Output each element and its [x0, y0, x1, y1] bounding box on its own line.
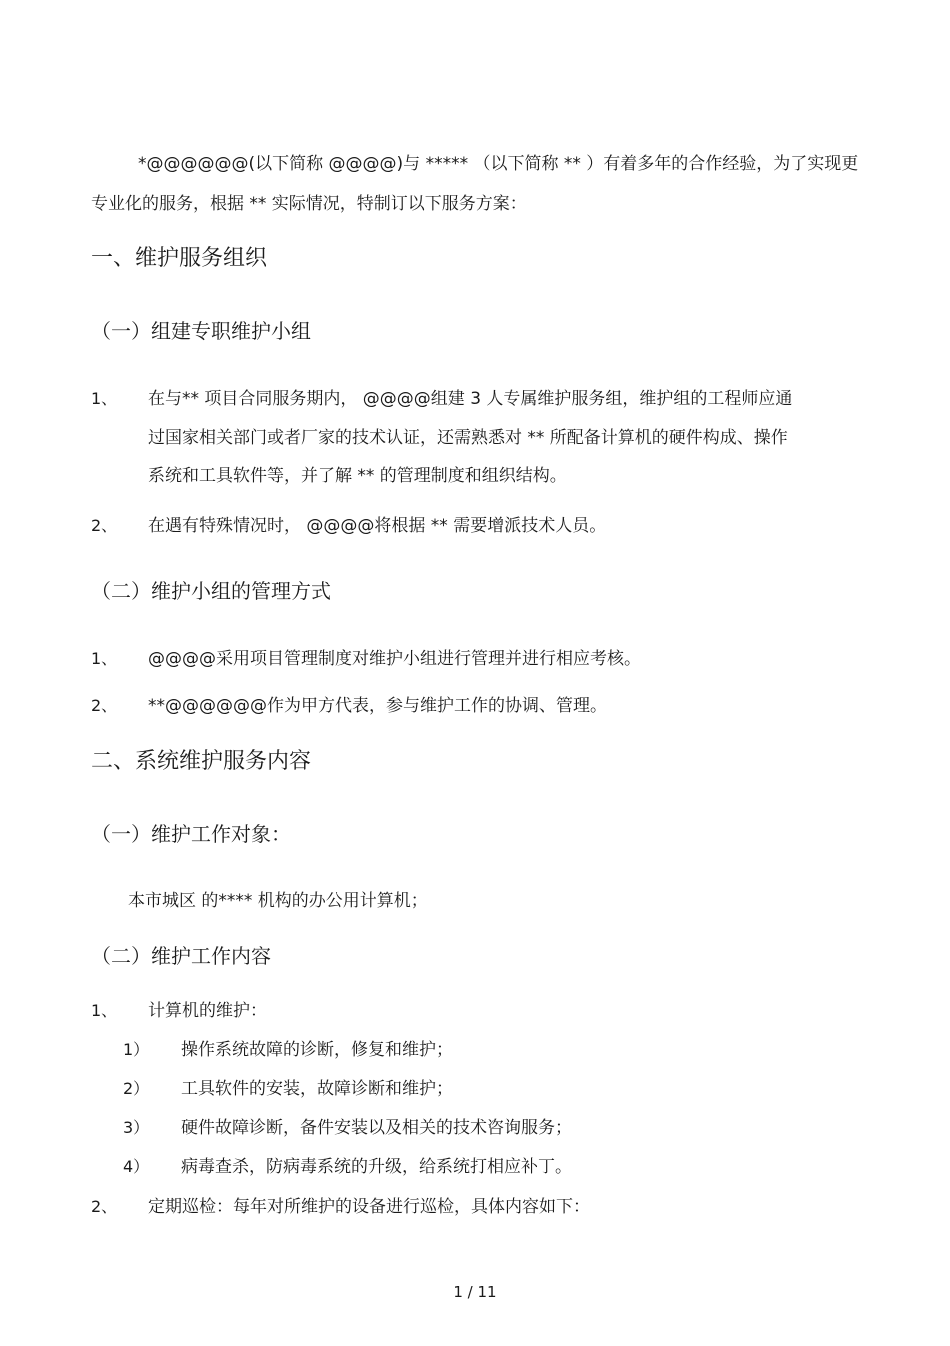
- sublist-number: 3）: [123, 1118, 150, 1137]
- section-1-heading: 一、维护服务组织: [91, 246, 268, 271]
- page-number: 1 / 11: [453, 1283, 497, 1301]
- list-number: 1、: [91, 1001, 118, 1020]
- section-2-heading: 二、系统维护服务内容: [91, 749, 312, 774]
- list-number: 2、: [91, 516, 118, 535]
- intro-line-2: 专业化的服务，根据 ** 实际情况，特制订以下服务方案：: [91, 194, 527, 214]
- section-1-1-heading: （一）组建专职维护小组: [91, 319, 311, 343]
- maintenance-object-text: 本市城区 的**** 机构的办公用计算机；: [128, 891, 428, 911]
- list-number: 2、: [91, 696, 118, 715]
- sublist-number: 2）: [123, 1079, 150, 1098]
- list-item-line: **@@@@@@作为甲方代表，参与维护工作的协调、管理。: [148, 696, 607, 716]
- sublist-item: 操作系统故障的诊断，修复和维护；: [181, 1040, 453, 1060]
- list-item-line: 系统和工具软件等，并了解 ** 的管理制度和组织结构。: [148, 466, 567, 486]
- list-number: 1、: [91, 389, 118, 408]
- sublist-number: 4）: [123, 1157, 150, 1176]
- intro-line-1: *@@@@@@(以下简称 @@@@)与 ***** （以下简称 ** ）有着多年的合作经验，为了实现更: [138, 154, 859, 174]
- sublist-item: 硬件故障诊断，备件安装以及相关的技术咨询服务；: [181, 1118, 572, 1138]
- sublist-item: 病毒查杀，防病毒系统的升级，给系统打相应补丁。: [181, 1157, 572, 1177]
- list-item-line: 定期巡检：每年对所维护的设备进行巡检，具体内容如下：: [148, 1197, 590, 1217]
- list-item-line: 在遇有特殊情况时， @@@@将根据 ** 需要增派技术人员。: [148, 516, 607, 536]
- list-item-line: @@@@采用项目管理制度对维护小组进行管理并进行相应考核。: [148, 649, 641, 669]
- list-item-line: 计算机的维护：: [148, 1001, 267, 1021]
- section-2-2-heading: （二）维护工作内容: [91, 944, 271, 968]
- section-2-1-heading: （一）维护工作对象：: [91, 822, 291, 846]
- list-item-line: 在与** 项目合同服务期内， @@@@组建 3 人专属维护服务组，维护组的工程师应通: [148, 389, 793, 409]
- section-1-2-heading: （二）维护小组的管理方式: [91, 579, 331, 603]
- list-number: 2、: [91, 1197, 118, 1216]
- list-number: 1、: [91, 649, 118, 668]
- list-item-line: 过国家相关部门或者厂家的技术认证，还需熟悉对 ** 所配备计算机的硬件构成、操作: [148, 428, 788, 448]
- sublist-item: 工具软件的安装，故障诊断和维护；: [181, 1079, 453, 1099]
- sublist-number: 1）: [123, 1040, 150, 1059]
